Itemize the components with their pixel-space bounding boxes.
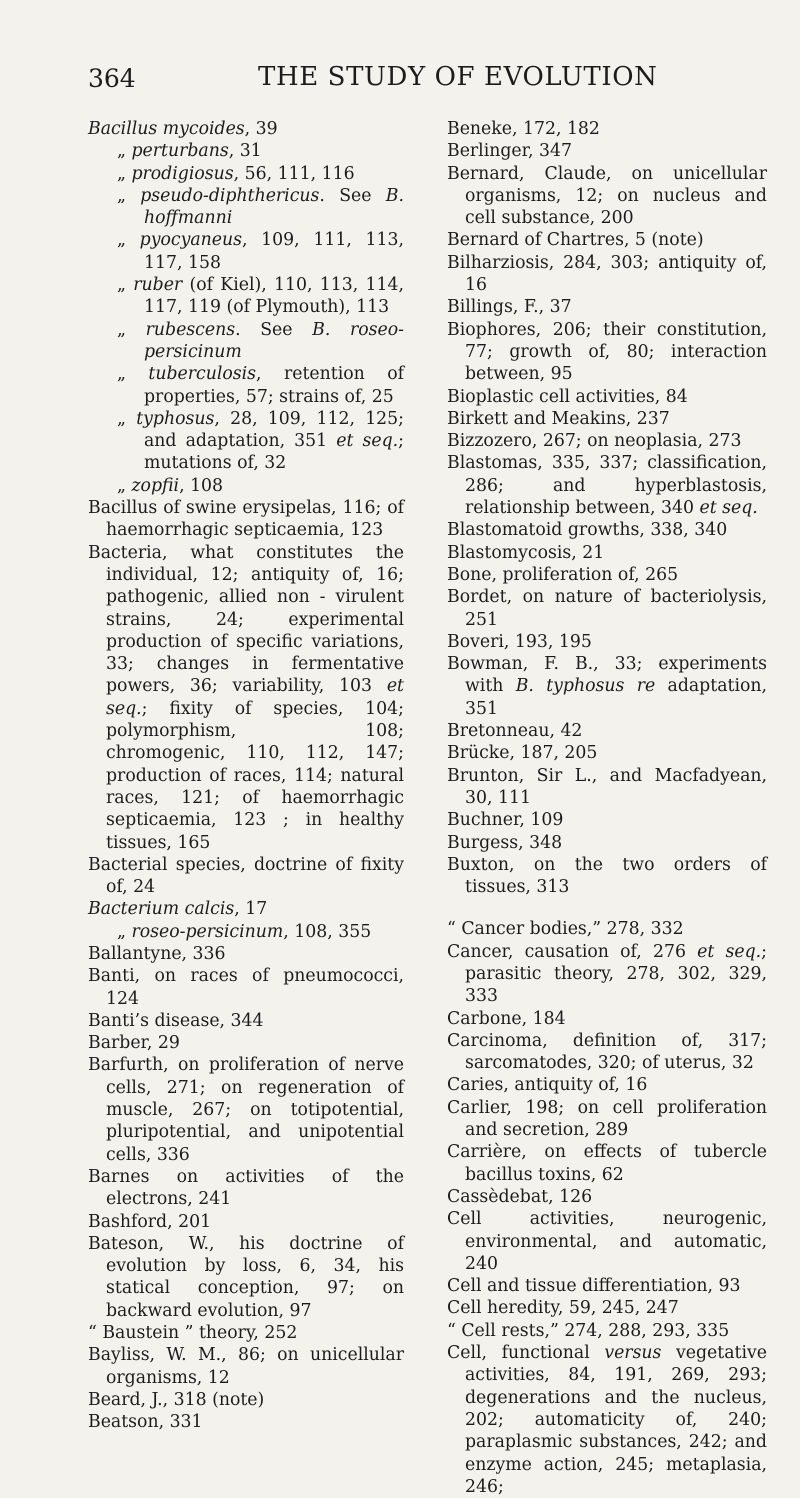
entry-text: Biophores, 206; their constitution, 77; growth of, 80; interaction between, 95	[447, 319, 767, 385]
entry-text: Bretonneau, 42	[447, 721, 583, 742]
entry-text: Bioplastic cell activities, 84	[447, 386, 688, 407]
index-entry	[447, 1097, 767, 1142]
entry-text: Carbone, 184	[447, 1008, 566, 1029]
entry-text: „	[117, 921, 132, 942]
index-entry	[447, 1208, 767, 1275]
entry-text: , 39	[244, 119, 278, 139]
italic-text: et seq.	[697, 941, 762, 962]
entry-text: „	[117, 475, 132, 496]
entry-text: , 108	[179, 475, 224, 496]
index-entry	[447, 252, 767, 297]
index-entry	[88, 1054, 404, 1165]
entry-text: Birkett and Meakins, 237	[447, 408, 670, 429]
entry-text: Brücke, 187, 205	[447, 743, 598, 764]
italic-text: et seq.	[106, 676, 404, 719]
index-subentry	[88, 185, 404, 230]
entry-text: “ Cell rests,” 274, 288, 293, 335	[447, 1320, 730, 1341]
entry-text: Cell heredity, 59, 245, 247	[447, 1298, 679, 1319]
entry-text: Barfurth, on proliferation of nerve cells, 271; on regeneration of muscle, 267; on totipotential, pluripotential, and unipotential cells, 336	[88, 1055, 404, 1165]
index-entry	[88, 943, 404, 965]
italic-text: B. roseo-persicinum	[144, 319, 404, 362]
entry-text: „	[117, 185, 141, 206]
index-entry	[447, 765, 767, 810]
entry-text: Cassèdebat, 126	[447, 1186, 593, 1207]
index-subentry	[88, 921, 404, 943]
index-entry	[447, 1320, 767, 1342]
entry-text: , 56, 111, 116	[233, 163, 355, 184]
entry-text: Bacteria, what constitutes the individual, 12; antiquity of, 16; pathogenic, allied non - virulent strains, 24; experimental production of specific variations, 33; changes in fermentative powers, 36; variability, 103	[88, 542, 404, 697]
index-column-right	[447, 118, 767, 1498]
italic-text: Bacterium calcis	[88, 899, 235, 920]
entry-text: Cell, functional	[447, 1343, 605, 1364]
entry-text: , 109, 111, 113, 117, 158	[144, 230, 405, 273]
entry-text: Carcinoma, definition of, 317; sarcomatodes, 320; of uterus, 32	[447, 1030, 767, 1074]
index-entry	[447, 1342, 767, 1498]
entry-text: „	[117, 408, 137, 429]
index-entry	[447, 1074, 767, 1096]
entry-text: Banti, on races of pneumococci, 124	[88, 966, 404, 1009]
index-entry	[447, 430, 767, 452]
index-entry	[447, 519, 767, 541]
index-entry	[447, 1297, 767, 1319]
italic-text: rubescens	[145, 319, 236, 340]
index-entry	[447, 1008, 767, 1030]
entry-text: „	[117, 163, 132, 184]
entry-text: , 31	[228, 141, 262, 162]
entry-text: Bashford, 201	[88, 1211, 212, 1232]
page-number: 364	[88, 64, 136, 93]
italic-text: Bacillus mycoides	[88, 119, 245, 139]
entry-text: Bizzozero, 267; on neoplasia, 273	[447, 431, 742, 452]
index-entry	[447, 809, 767, 831]
index-subentry	[88, 274, 404, 319]
italic-text: prodigiosus	[131, 163, 234, 184]
italic-text: et seq.	[336, 431, 399, 452]
index-entry	[447, 742, 767, 764]
entry-text: Carlier, 198; on cell proliferation and secretion, 289	[447, 1097, 767, 1141]
entry-text: „	[117, 141, 132, 162]
index-subentry	[88, 140, 404, 162]
index-subentry	[88, 363, 404, 408]
italic-text: zopfii	[131, 475, 180, 496]
entry-text: ; mutations of, 32	[144, 431, 404, 474]
entry-text: adaptation, 351	[465, 676, 767, 719]
entry-text: Beard, J., 318 (note)	[88, 1389, 265, 1410]
entry-text: Bilharziosis, 284, 303; antiquity of, 16	[447, 252, 767, 296]
index-entry	[447, 1186, 767, 1208]
entry-text: Bone, proliferation of, 265	[447, 564, 679, 585]
entry-text: (of Kiel), 110, 113, 114, 117, 119 (of Plymouth), 113	[144, 275, 404, 318]
index-entry	[88, 1166, 404, 1211]
entry-text: “ Cancer bodies,” 278, 332	[447, 919, 684, 940]
index-entry	[88, 854, 404, 899]
italic-text: ruber	[133, 275, 183, 296]
index-entry	[447, 118, 767, 140]
index-entry	[447, 140, 767, 162]
entry-text: Bayliss, W. M., 86; on unicellular organisms, 12	[88, 1345, 404, 1388]
index-subentry	[88, 229, 404, 274]
index-entry	[88, 497, 404, 542]
entry-text: Blastomatoid growths, 338, 340	[447, 520, 728, 541]
entry-text: Beatson, 331	[88, 1412, 203, 1433]
entry-text: Cell activities, neurogenic, environmental, and automatic, 240	[447, 1209, 767, 1274]
index-entry	[88, 1389, 404, 1411]
entry-text: Billings, F., 37	[447, 297, 572, 318]
entry-text: „	[117, 275, 134, 296]
index-subentry	[88, 163, 404, 185]
entry-text: „	[117, 319, 146, 340]
index-entry	[88, 118, 404, 140]
italic-text: perturbans	[131, 141, 229, 162]
italic-text: pseudo-diphthericus	[140, 185, 320, 206]
index-entry	[447, 631, 767, 653]
italic-text: et seq.	[699, 498, 758, 519]
entry-text: vegetative activities, 84, 191, 269, 293; degenerations and the nucleus, 202; automaticity of, 240; paraplasmic substances, 242; and enzyme action, 245; metaplasia, 246;	[465, 1343, 767, 1497]
index-entry	[447, 1030, 767, 1075]
index-entry	[447, 296, 767, 318]
entry-text: Burgess, 348	[447, 832, 563, 853]
index-column-left	[88, 118, 404, 1434]
running-head-title: THE STUDY OF EVOLUTION	[258, 62, 658, 92]
index-entry	[447, 542, 767, 564]
entry-text: , 28, 109, 112, 125; and adaptation, 351	[144, 408, 404, 452]
entry-text: „	[117, 364, 149, 385]
entry-text: Buxton, on the two orders of tissues, 313	[447, 854, 767, 898]
entry-text: Ballantyne, 336	[88, 943, 226, 964]
italic-text: roseo-persicinum	[131, 921, 284, 942]
entry-text: ; fixity of species, 104; polymorphism, 108; chromogenic, 110, 112, 147; production of races, 114; natural races, 121; of haemorrhagic septicaemia, 123 ; in healthy tissues, 165	[106, 698, 404, 853]
italic-text: pyocyaneus	[139, 230, 242, 251]
entry-text: Blastomas, 335, 337; classification, 286; and hyperblastosis, relationship between, 340	[447, 453, 767, 519]
entry-text: Bordet, on nature of bacteriolysis, 251	[447, 587, 767, 630]
italic-text: versus	[604, 1343, 662, 1364]
index-entry	[88, 965, 404, 1010]
index-entry	[447, 386, 767, 408]
index-entry	[447, 408, 767, 430]
entry-text: , 17	[234, 899, 268, 920]
index-entry	[447, 564, 767, 586]
entry-text: Bacterial species, doctrine of fixity of, 24	[88, 854, 404, 898]
index-entry	[447, 918, 767, 940]
entry-text: Berlinger, 347	[447, 141, 572, 162]
index-entry	[447, 720, 767, 742]
index-entry	[447, 319, 767, 386]
entry-text: . See	[235, 319, 313, 340]
entry-text: Bowman, F. B., 33; experiments with	[447, 654, 767, 697]
entry-text: ; parasitic theory, 278, 302, 329, 333	[465, 941, 767, 1007]
index-entry	[447, 941, 767, 1008]
entry-text: Beneke, 172, 182	[447, 119, 600, 139]
italic-text: typhosus	[136, 408, 215, 429]
index-entry	[88, 1233, 404, 1322]
entry-text: Bacillus of swine erysipelas, 116; of haemorrhagic septicaemia, 123	[88, 498, 404, 541]
entry-text: , retention of properties, 57; strains of, 25	[144, 364, 404, 407]
entry-text: Barnes on activities of the electrons, 241	[88, 1166, 404, 1210]
index-entry	[88, 898, 404, 920]
entry-text: Cancer, causation of, 276	[447, 941, 698, 962]
index-entry	[447, 653, 767, 720]
entry-text: Brunton, Sir L., and Macfadyean, 30, 111	[447, 765, 767, 808]
index-entry	[88, 542, 404, 854]
index-entry	[447, 163, 767, 230]
index-entry	[88, 1032, 404, 1054]
index-entry	[88, 1211, 404, 1233]
entry-text: Bernard of Chartres, 5 (note)	[447, 230, 704, 251]
index-letter-gap	[447, 898, 767, 918]
entry-text: Banti’s disease, 344	[88, 1010, 264, 1031]
italic-text: B. hoffmanni	[144, 185, 404, 229]
entry-text: Bernard, Claude, on unicellular organisms, 12; on nucleus and cell substance, 200	[447, 163, 767, 229]
entry-text: Carrière, on effects of tubercle bacillus toxins, 62	[447, 1142, 767, 1185]
entry-text: . See	[319, 185, 386, 206]
entry-text: „	[117, 230, 140, 251]
index-entry	[447, 832, 767, 854]
index-entry	[88, 1010, 404, 1032]
index-entry	[447, 452, 767, 519]
index-entry	[447, 1141, 767, 1186]
index-entry	[88, 1411, 404, 1433]
index-entry	[447, 229, 767, 251]
index-subentry	[88, 408, 404, 475]
entry-text: Buchner, 109	[447, 810, 564, 831]
index-entry	[88, 1344, 404, 1389]
index-entry	[88, 1322, 404, 1344]
index-entry	[447, 586, 767, 631]
italic-text: B. typhosus re	[515, 676, 656, 697]
index-entry	[447, 854, 767, 899]
entry-text: “ Baustein ” theory, 252	[88, 1323, 298, 1344]
italic-text: tuberculosis	[148, 364, 257, 385]
entry-text: , 108, 355	[283, 921, 372, 942]
entry-text: Blastomycosis, 21	[447, 542, 605, 563]
index-entry	[447, 1275, 767, 1297]
entry-text: Bateson, W., his doctrine of evolution by loss, 6, 34, his statical conception, 97; on backward evolution, 97	[88, 1233, 404, 1321]
entry-text: Barber, 29	[88, 1033, 180, 1054]
entry-text: Caries, antiquity of, 16	[447, 1075, 648, 1096]
entry-text: Cell and tissue differentiation, 93	[447, 1276, 741, 1297]
index-subentry	[88, 319, 404, 364]
entry-text: Boveri, 193, 195	[447, 631, 592, 652]
index-subentry	[88, 475, 404, 497]
